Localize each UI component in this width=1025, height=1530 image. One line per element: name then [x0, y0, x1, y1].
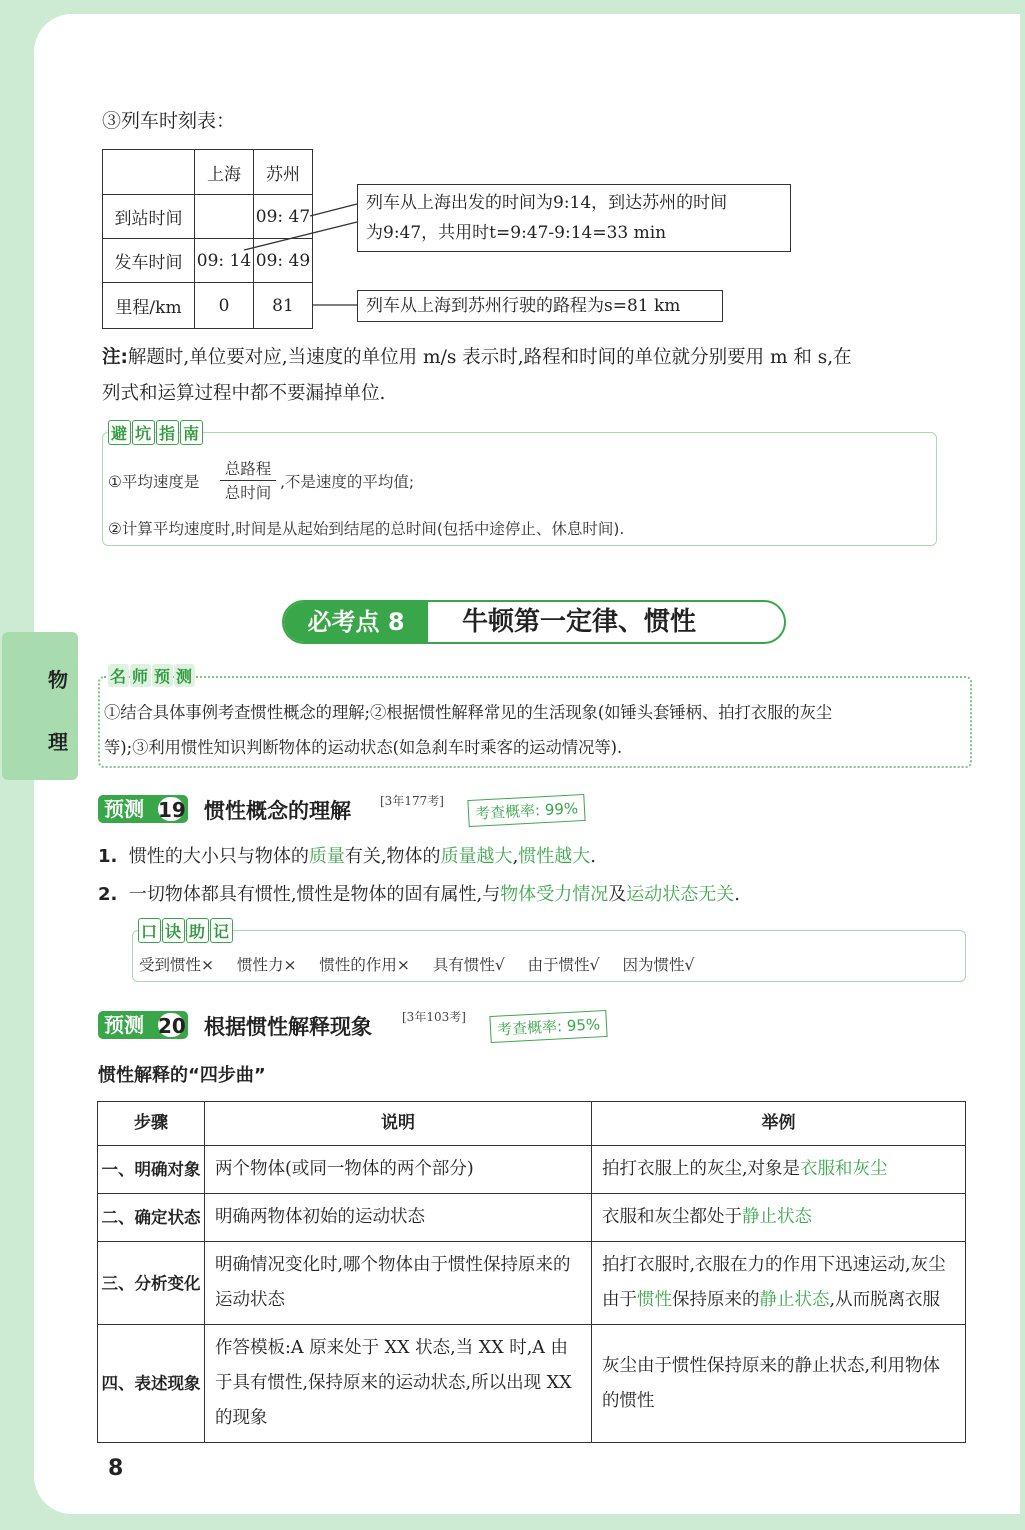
prediction-19-item-2: 2. 一切物体都具有惯性,惯性是物体的固有属性,与物体受力情况及运动状态无关.	[98, 884, 741, 905]
table-row: 一、明确对象 两个物体(或同一物体的两个部分) 拍打衣服上的灰尘,对象是衣服和灰尘	[98, 1146, 966, 1194]
forecast-line-2: 等);③利用惯性知识判断物体的运动状态(如急刹车时乘客的运动情况等).	[104, 738, 623, 757]
timetable-cell: 09: 14	[195, 239, 254, 283]
timetable-cell: 81	[254, 283, 313, 329]
steps-table	[97, 1101, 966, 1443]
note	[102, 340, 982, 412]
timetable-cell: 09: 49	[254, 239, 313, 283]
timetable-row-label: 发车时间	[103, 239, 195, 283]
mnemonic-items	[139, 953, 694, 975]
prediction-19-frequency: [3年177考]	[380, 794, 444, 808]
forecast-tag: 名 师 预 测	[108, 664, 196, 687]
table-row: 二、确定状态 明确两物体初始的运动状态 衣服和灰尘都处于静止状态	[98, 1194, 966, 1242]
mnemonic-item: 惯性力×	[236, 956, 297, 974]
callout-time	[357, 184, 791, 252]
section-label: 必考点 8	[284, 602, 428, 642]
note-label: 注:	[102, 347, 128, 368]
forecast-line-1: ①结合具体事例考查惯性概念的理解;②根据惯性解释常见的生活现象(如锤头套锤柄、拍打衣服的灰尘	[104, 703, 833, 722]
subject-tab	[2, 632, 78, 780]
timetable-heading: ③列车时刻表：	[102, 110, 236, 132]
timetable-row-label: 里程/km	[103, 283, 195, 329]
prediction-20-label: 预测 20	[98, 1011, 188, 1039]
table-row: 三、分析变化 明确情况变化时,哪个物体由于惯性保持原来的运动状态 拍打衣服时,衣服在力的作用下迅速运动,灰尘由于惯性保持原来的静止状态,从而脱离衣服	[98, 1242, 966, 1325]
prediction-19-label: 预测 19	[98, 795, 188, 823]
subject-char-2: 理	[48, 730, 68, 754]
mnemonic-item: 受到惯性×	[139, 956, 214, 974]
steps-header: 说明	[205, 1102, 592, 1146]
mnemonic-item: 由于惯性√	[527, 956, 600, 974]
fraction: 总路程 总时间	[220, 458, 276, 505]
prediction-20-title: 根据惯性解释现象	[204, 1015, 372, 1039]
table-row: 四、表述现象 作答模板:A 原来处于 XX 状态,当 XX 时,A 由于具有惯性,保持原来的运动状态,所以出现 XX 的现象 灰尘由于惯性保持原来的静止状态,利用物体的惯性	[98, 1325, 966, 1443]
subject-char-1: 物	[48, 668, 68, 692]
note-line-1: 解题时,单位要对应,当速度的单位用 m/s 表示时,路程和时间的单位就分别要用 m 和 s,在	[127, 347, 852, 368]
timetable-col-shanghai: 上海	[195, 150, 254, 195]
callout-time-line-1: 列车从上海出发的时间为9:14，到达苏州的时间	[366, 193, 728, 213]
callout-time-line-2: 为9:47，共用时t=9:47-9:14=33 min	[366, 223, 667, 243]
note-line-2: 列式和运算过程中都不要漏掉单位.	[102, 383, 386, 404]
callout-connectors	[0, 0, 1025, 340]
tip-item-2: ②计算平均速度时,时间是从起始到结尾的总时间(包括中途停止、休息时间).	[108, 520, 625, 538]
steps-header: 步骤	[98, 1102, 205, 1146]
four-steps-subtitle: 惯性解释的“四步曲”	[98, 1065, 266, 1086]
steps-header: 举例	[592, 1102, 966, 1146]
forecast-text	[104, 695, 832, 765]
mnemonic-item: 惯性的作用×	[319, 956, 410, 974]
mnemonic-tag: 口 诀 助 记	[138, 918, 234, 943]
section-header	[282, 600, 786, 644]
prediction-20-probability: 考查概率: 95%	[489, 1010, 607, 1043]
mnemonic-item: 因为惯性√	[622, 956, 695, 974]
callout-distance: 列车从上海到苏州行驶的路程为s=81 km	[357, 290, 723, 322]
prediction-20-number: 20	[156, 1011, 186, 1039]
prediction-20-frequency: [3年103考]	[402, 1010, 466, 1024]
timetable-cell: 0	[195, 283, 254, 329]
mnemonic-item: 具有惯性√	[432, 956, 505, 974]
timetable-row-label: 到站时间	[103, 195, 195, 239]
prediction-19-probability: 考查概率: 99%	[467, 794, 585, 827]
timetable-cell: 09: 47	[254, 195, 313, 239]
section-title: 牛顿第一定律、惯性	[462, 607, 697, 637]
prediction-19-title: 惯性概念的理解	[204, 799, 351, 823]
prediction-19-number: 19	[156, 795, 186, 823]
page-number: 8	[108, 1456, 124, 1481]
prediction-19-item-1: 1. 惯性的大小只与物体的质量有关,物体的质量越大,惯性越大.	[98, 846, 597, 867]
tip-tag-pitfalls: 避 坑 指 南	[108, 420, 204, 445]
timetable-col-suzhou: 苏州	[254, 150, 313, 195]
